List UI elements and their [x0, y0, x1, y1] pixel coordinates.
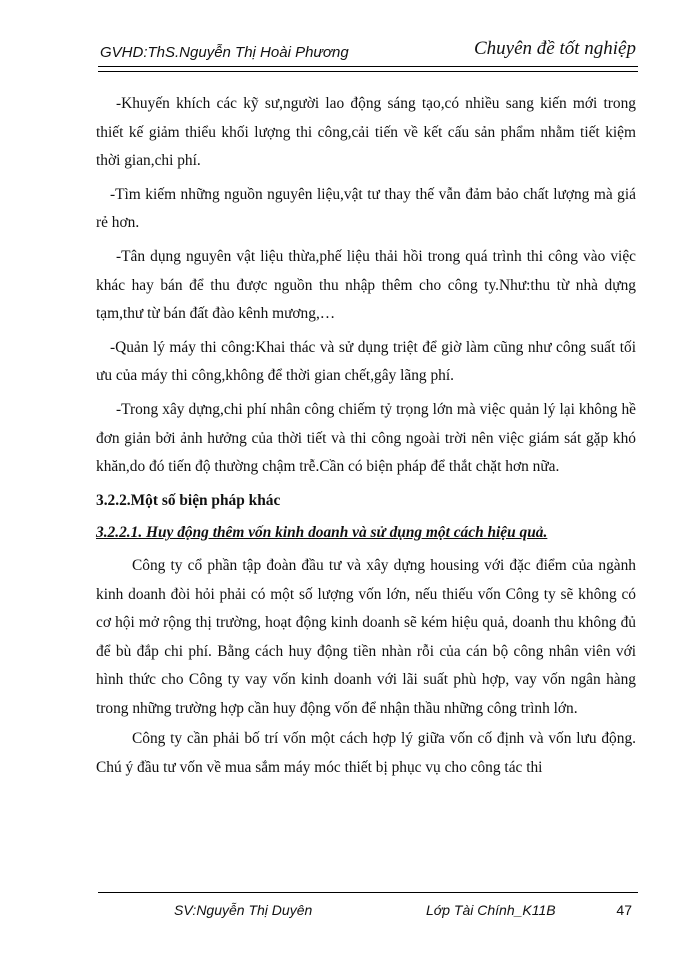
page-body: [96, 90, 636, 785]
page-footer: [98, 900, 638, 924]
page-header: [98, 38, 638, 68]
section-heading: 3.2.2.Một số biện pháp khác: [96, 491, 281, 509]
bullet-paragraph: -Khuyến khích các kỹ sư,người lao động sáng tạo,có nhiều sang kiến mới trong thiết kế giảm thiểu khối lượng thi công,cải tiến về kết cấu sản phẩm nhằm tiết kiệm thời gian,chi phí.: [96, 95, 636, 170]
document-title: Chuyên đề tốt nghiệp: [474, 38, 636, 59]
student-name: SV:Nguyễn Thị Duyên: [174, 902, 313, 918]
bullet-paragraph: -Tìm kiếm những nguồn nguyên liệu,vật tư thay thế vẫn đảm bảo chất lượng mà giá rẻ hơn.: [96, 185, 636, 232]
header-rule: [98, 66, 638, 67]
advisor-label: GVHD:ThS.Nguyễn Thị Hoài Phương: [100, 44, 349, 61]
subsection-heading: 3.2.2.1. Huy động thêm vốn kinh doanh và sử dụng một cách hiệu quả.: [96, 524, 548, 542]
header-rule-thin: [98, 71, 638, 72]
class-name: Lớp Tài Chính_K11B: [426, 902, 556, 918]
page-number: 47: [616, 902, 632, 918]
body-paragraph: Công ty cổ phần tập đoàn đầu tư và xây dựng housing với đặc điểm của ngành kinh doanh đòi hỏi phải có một số lượng vốn lớn, nếu thiếu vốn Công ty sẽ không có cơ hội mở rộng thị trường, hoạt động kinh doanh sẽ kém hiệu quả, doanh thu không đủ để bù đắp chi phí. Bằng cách huy động tiền nhàn rỗi của cán bộ công nhân viên với hình thức cho Công ty vay vốn kinh doanh với lãi suất phù hợp, vay vốn ngân hàng trong những trường hợp cần huy động vốn để nhận thầu những công trình lớn.: [96, 556, 636, 717]
bullet-paragraph: -Trong xây dựng,chi phí nhân công chiếm tỷ trọng lớn mà việc quản lý lại không hề đơn giản bởi ảnh hưởng của thời tiết và thi công ngoài trời nên việc giám sát gặp khó khăn,do đó tiến độ thường chậm trễ.Cần có biện pháp để thắt chặt hơn nữa.: [96, 400, 636, 476]
bullet-paragraph: -Tân dụng nguyên vật liệu thừa,phế liệu thải hồi trong quá trình thi công vào việc khác hay bán để thu được nguồn thu nhập thêm cho công ty.Như:thu từ nhà dựng tạm,thư từ bán đất đào kênh mương,…: [96, 247, 636, 323]
bullet-paragraph: -Quản lý máy thi công:Khai thác và sử dụng triệt để giờ làm cũng như công suất tối ưu của máy thi công,không để thời gian chết,gây lãng phí.: [96, 338, 636, 385]
footer-rule: [98, 892, 638, 893]
body-paragraph: Công ty cần phải bố trí vốn một cách hợp lý giữa vốn cố định và vốn lưu động. Chú ý đầu tư vốn về mua sắm máy móc thiết bị phục vụ cho công tác thi: [96, 730, 636, 777]
